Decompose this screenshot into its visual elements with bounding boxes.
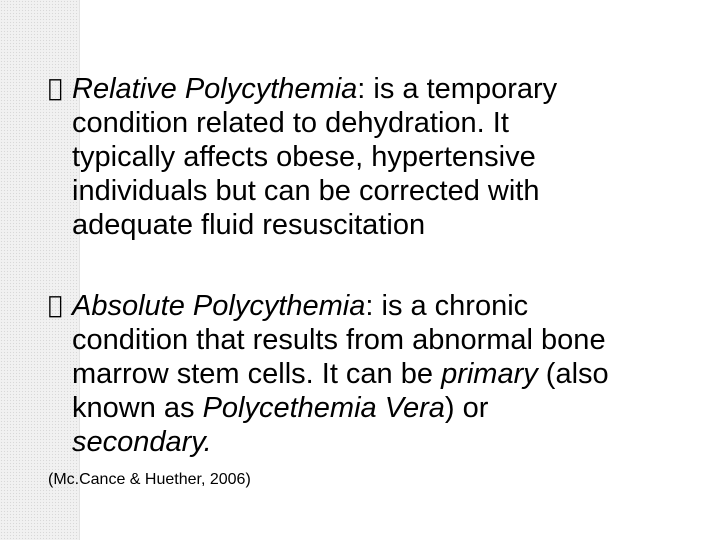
bullet-text: is a chronic <box>373 289 529 321</box>
bullet-line <box>48 71 688 106</box>
bullet-text: marrow stem cells. It can be <box>72 357 442 389</box>
bullet-line: typically affects obese, hypertensive <box>72 140 536 172</box>
bullet-glyph-icon <box>48 71 72 105</box>
citation: (Mc.Cance & Huether, 2006) <box>48 471 251 488</box>
bullet-relative-polycythemia <box>48 71 688 242</box>
bullet-text: (also <box>537 357 609 389</box>
bullet-line: adequate fluid resuscitation <box>72 208 426 240</box>
bullet-line: individuals but can be corrected with <box>72 174 540 206</box>
bullet-line <box>48 391 688 425</box>
term-secondary: secondary. <box>72 425 212 457</box>
term-polycethemia-vera: Polycethemia Vera <box>202 391 445 423</box>
term-absolute-polycythemia: Absolute Polycythemia <box>72 289 366 321</box>
bullet-line <box>48 288 688 323</box>
term-colon: : <box>357 72 366 104</box>
bullet-line: condition that results from abnormal bone <box>72 323 606 355</box>
bullet-line: condition related to dehydration. It <box>72 106 509 138</box>
term-colon: : <box>365 289 374 321</box>
bullet-text: ) or <box>444 391 489 423</box>
bullet-absolute-polycythemia <box>48 288 688 459</box>
bullet-text: known as <box>72 391 203 423</box>
bullet-line <box>48 357 688 391</box>
term-primary: primary <box>441 357 538 389</box>
bullet-text: is a temporary <box>365 72 558 104</box>
bullet-glyph-icon <box>48 288 72 322</box>
term-relative-polycythemia: Relative Polycythemia <box>72 72 358 104</box>
